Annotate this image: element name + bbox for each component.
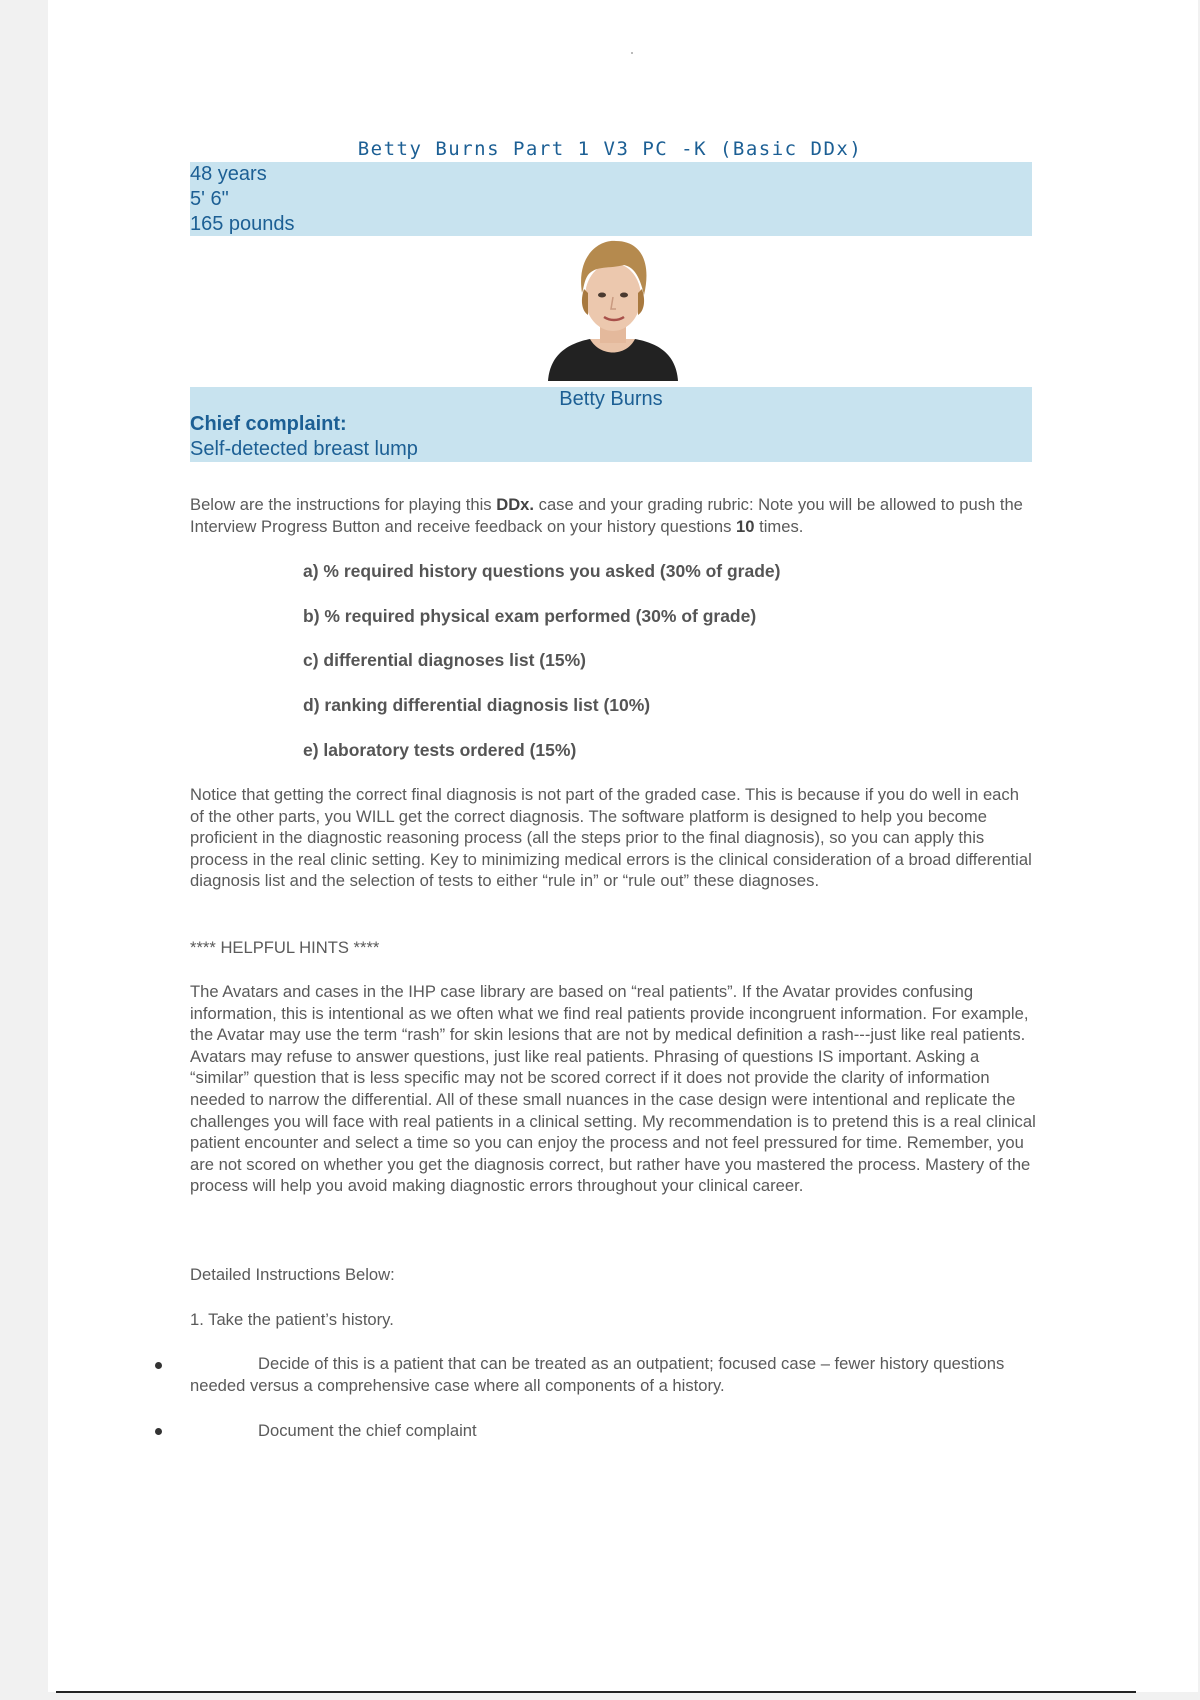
hints-paragraph: The Avatars and cases in the IHP case library are based on “real patients”. If the Avatar provides confusing information, this is intentional as we often what we find real patients provide incongruent information. For example, the Avatar may use the term “rash” for skin lesions that are not by medical definition a rash---just like real patients. Avatars may refuse to answer questions, just like real patients. Phrasing of questions IS important. Asking a “similar” question that is less specific may not be scored correct if it does not provide the clarity of information needed to narrow the differential. All of these small nuances in the case design were intentional and replicate the challenges you will face with real patients in a clinical setting. My recommendation is to pretend this is a real clinical patient encounter and select a time so you can enjoy the process and not feel pressured for time. Remember, you are not scored on whether you get the diagnosis correct, but rather have you mastered the process. Mastery of the process will help you avoid making diagnostic errors throughout your clinical career. — [190, 982, 1036, 1196]
weight-value: 165 pounds — [190, 213, 295, 235]
intro-text-1: Below are the instructions for playing this — [190, 495, 497, 514]
page-bottom-rule — [56, 1691, 1136, 1693]
patient-avatar — [540, 235, 685, 381]
bullet-marker — [155, 1428, 162, 1435]
chief-complaint-box — [190, 387, 1032, 462]
chief-complaint-label: Chief complaint: — [190, 413, 347, 435]
rubric-item: e) laboratory tests ordered (15%) — [303, 740, 577, 760]
hints-heading: **** HELPFUL HINTS **** — [190, 938, 380, 957]
rubric-item: a) % required history questions you asked (30% of grade) — [303, 561, 781, 581]
detailed-heading: Detailed Instructions Below: — [190, 1265, 395, 1284]
rubric-item: c) differential diagnoses list (15%) — [303, 650, 586, 670]
bullet-marker — [155, 1362, 162, 1369]
height-value: 5' 6" — [190, 188, 229, 210]
patient-name: Betty Burns — [559, 388, 663, 410]
rubric-item: b) % required physical exam performed (30% of grade) — [303, 606, 757, 626]
step-1: 1. Take the patient’s history. — [190, 1310, 394, 1329]
document-title: Betty Burns Part 1 V3 PC -K (Basic DDx) — [357, 138, 863, 160]
intro-bold-ddx: DDx. — [496, 495, 535, 514]
page-mark — [631, 52, 633, 54]
vitals-box — [190, 162, 1032, 236]
intro-text-2: case and your grading rubric: Note you will be allowed to push the Interview Progress Button and receive feedback on your history questions — [190, 495, 1023, 536]
intro-text-3: times. — [754, 516, 804, 536]
bullet-item: Document the chief complaint — [258, 1421, 477, 1440]
age-value: 48 years — [190, 163, 267, 185]
intro-bold-count: 10 — [736, 516, 755, 536]
chief-complaint-value: Self-detected breast lump — [190, 438, 418, 460]
intro-paragraph — [190, 494, 1036, 537]
rubric-item: d) ranking differential diagnosis list (10%) — [303, 695, 651, 715]
notice-paragraph: Notice that getting the correct final diagnosis is not part of the graded case. This is because if you do well in each of the other parts, you WILL get the correct diagnosis. The software platform is designed to help you become proficient in the diagnostic reasoning process (all the steps prior to the final diagnosis), so you can apply this process in the real clinic setting. Key to minimizing medical errors is the clinical consideration of a broad differential diagnosis list and the selection of tests to either “rule in” or “rule out” these diagnoses. — [190, 785, 1032, 891]
bullet-item: Decide of this is a patient that can be treated as an outpatient; focused case – fewer history questions needed versus a comprehensive case where all components of a history. — [190, 1354, 1005, 1395]
